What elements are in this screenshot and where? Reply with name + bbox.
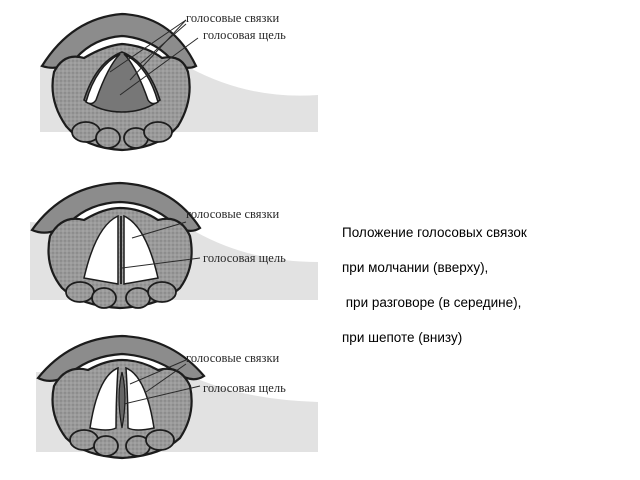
figure-caption <box>342 206 632 364</box>
caption-line: при разговоре (в середине), <box>342 294 522 310</box>
label-vocal-cords-speech: голосовые связки <box>186 207 280 221</box>
label-vocal-cords-whisper: голосовые связки <box>186 351 280 365</box>
caption-line: при шепоте (внизу) <box>342 329 463 345</box>
label-glottis-whisper: голосовая щель <box>203 381 286 395</box>
larynx-panel-whisper <box>36 336 318 458</box>
larynx-panel-silence <box>40 11 318 150</box>
caption-line: при молчании (вверху), <box>342 259 489 275</box>
label-vocal-cords-silence: голосовые связки <box>186 11 280 25</box>
caption-line: Положение голосовых связок <box>342 224 527 240</box>
label-glottis-silence: голосовая щель <box>203 28 286 42</box>
larynx-panel-speech <box>30 183 318 308</box>
label-glottis-speech: голосовая щель <box>203 251 286 265</box>
